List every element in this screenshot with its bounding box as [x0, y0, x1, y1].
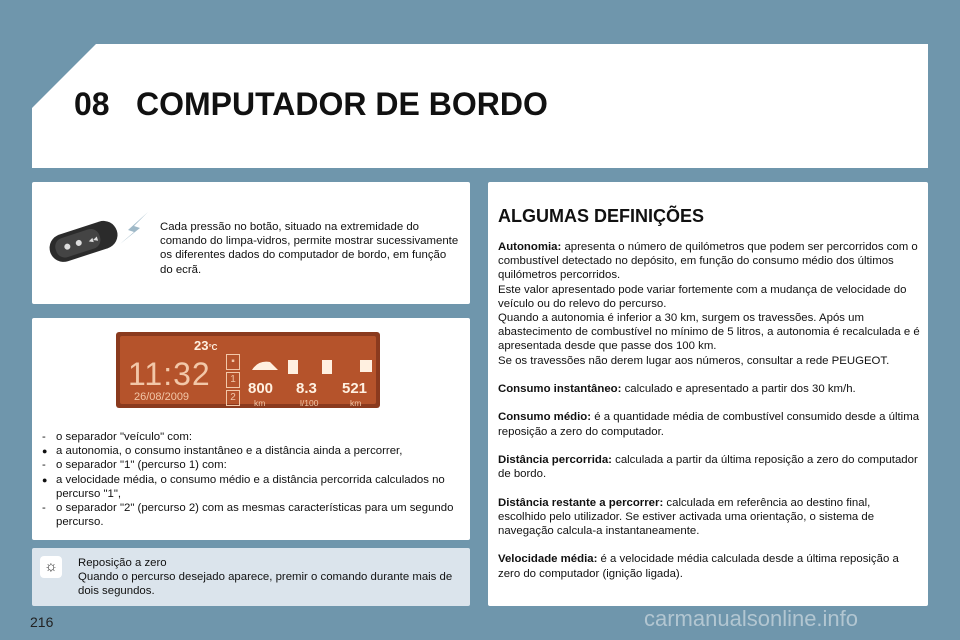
definition-term: Consumo médio: [498, 411, 592, 424]
temp-unit: °C [208, 343, 218, 352]
watermark: carmanualsonline.info [644, 606, 859, 631]
display-unit-1: km [254, 398, 266, 408]
tab-1: 1 [226, 372, 240, 388]
definition-term: Velocidade média: [498, 553, 598, 566]
definition-text: calculado e apresentado a partir dos 30 km/h. [621, 383, 856, 396]
definitions-title: ALGUMAS DEFINIÇÕES [498, 206, 705, 226]
definition-text: é a velocidade média calculada desde a última reposição a zero do computador (ignição ligada). [498, 553, 899, 580]
display-time: 11:32 [128, 356, 211, 392]
definition-distancia-percorrida [498, 453, 920, 481]
svg-text:◂◂: ◂◂ [87, 233, 99, 246]
note-body: Quando o percurso desejado aparece, premir o comando durante mais de dois segundos. [78, 571, 453, 598]
definition-distancia-restante [498, 496, 920, 539]
definition-term: Distância percorrida: [498, 454, 612, 466]
display-icons [248, 356, 378, 378]
display-tabs-list [42, 430, 462, 529]
note-title: Reposição a zero [78, 557, 167, 569]
vehicle-tab-icon: ▪ [226, 354, 240, 370]
fuel-can-icon [322, 360, 332, 374]
chapter-number: 08 [74, 86, 110, 122]
display-unit-2: l/100 [300, 398, 319, 408]
list-item: ● a velocidade média, o consumo médio e a distância percorrida calculados no percurso "1", [42, 473, 462, 501]
fuel-pump-icon [288, 360, 298, 374]
definition-term: Consumo instantâneo: [498, 383, 622, 396]
wiper-stalk-illustration [44, 198, 154, 277]
temp-value: 23 [194, 338, 209, 353]
definition-velocidade-media [498, 552, 920, 580]
list-item: - o separador "2" (percurso 2) com as mesmas características para um segundo percurso. [42, 501, 462, 529]
list-item: - o separador "1" (percurso 1) com: [42, 458, 462, 472]
checkered-flag-icon [360, 360, 372, 372]
intro-text: Cada pressão no botão, situado na extremidade do comando do limpa-vidros, permite mostrar sucessivamente os diferentes dados do computador de bordo, em função do ecrã. [160, 221, 459, 276]
definition-text: calculada a partir da última reposição a zero do computador de bordo. [498, 454, 918, 481]
chapter-title: COMPUTADOR DE BORDO [136, 86, 548, 122]
definition-consumo-instantaneo [498, 382, 920, 396]
definitions-list [498, 240, 920, 595]
display-value-1: 800 [248, 380, 274, 397]
multifunction-display [116, 332, 380, 408]
display-value-2: 8.3 [296, 380, 317, 397]
display-temperature [194, 338, 217, 353]
display-date: 26/08/2009 [134, 391, 190, 403]
display-value-3: 521 [342, 380, 368, 397]
definition-text: calculada em referência ao destino final, escolhido pelo utilizador. Se estiver activada uma orientação, o sistema de navegação calcula-a instantaneamente. [498, 496, 875, 537]
list-item: - o separador "veículo" com: [42, 430, 462, 444]
sun-icon: ☼ [40, 556, 62, 578]
list-item: ● a autonomia, o consumo instantâneo e a distância ainda a percorrer, [42, 444, 462, 458]
definition-term: Distância restante a percorrer: [498, 496, 664, 509]
display-unit-3: km [350, 398, 362, 408]
definition-text: é a quantidade média de combustível consumido desde a última reposição a zero do computador. [498, 411, 920, 438]
definition-consumo-medio [498, 410, 920, 438]
definition-term: Autonomia: [498, 241, 562, 253]
definition-text: apresenta o número de quilómetros que podem ser percorridos com o combustível detectado no depósito, em função do consumo médio dos últimos quilómetros percorridos. Este valor apresentado pode variar fortemente com a mudança de velocidade do veículo ou do relevo do percurso. Quando a autonomia é inferior a 30 km, surgem os travessões. Após um abastecimento de combustível no mínimo de 5 litros, a autonomia é recalculada e é apresentada desde que passe dos 100 km. Se os travessões não derem lugar aos números, consultar a rede PEUGEOT. [498, 241, 920, 367]
page-number: 216 [30, 614, 54, 630]
tab-2: 2 [226, 390, 240, 406]
car-range-icon [252, 362, 278, 370]
definition-autonomia [498, 240, 920, 368]
